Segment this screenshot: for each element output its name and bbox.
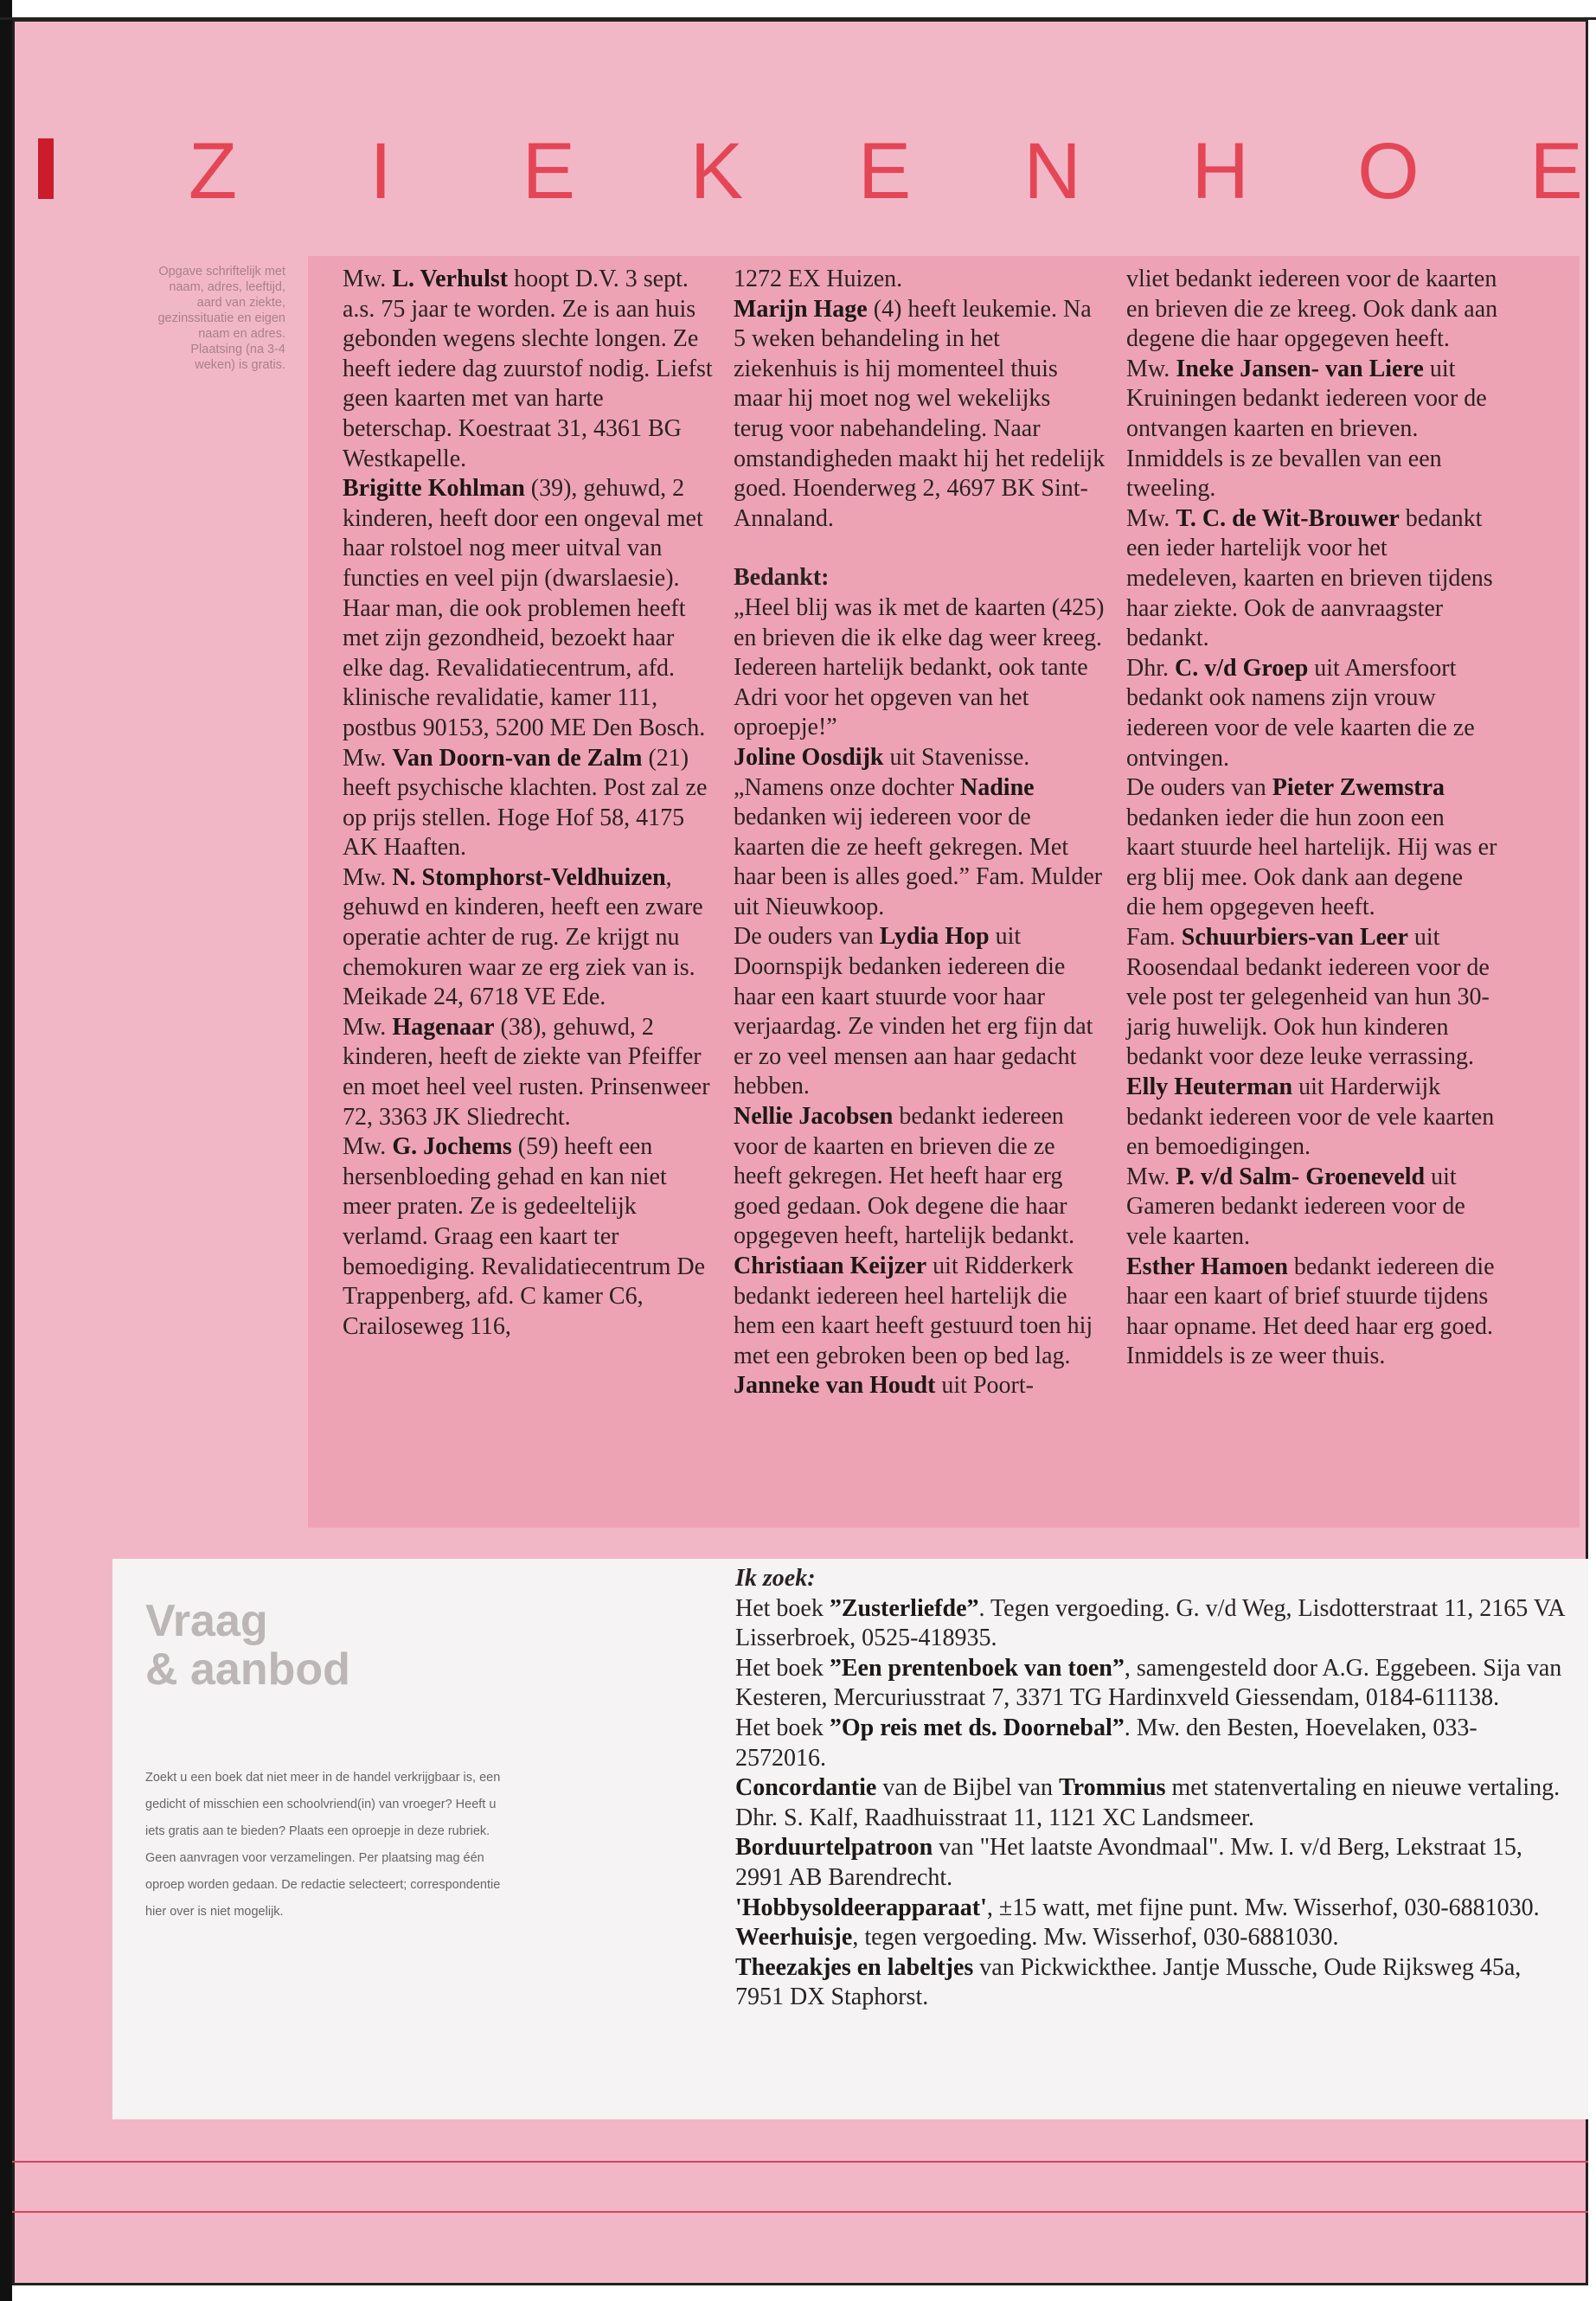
section-header <box>173 128 1596 215</box>
notices-column-3 <box>1126 265 1498 1372</box>
entry-name: ”Zusterliefde” <box>829 1594 979 1622</box>
entry-text: vliet bedankt iedereen voor de kaarten en brieven die ze kreeg. Ook dank aan degene die haar opgegeven heeft. <box>1126 266 1498 353</box>
entry-text: (4) heeft leukemie. Na 5 weken behandeling in het ziekenhuis is hij momenteel thuis maar hij moet nog wel wekelijks terug voor nabehandeling. Naar omstandigheden maakt hij het redelijk goed. Hoenderweg 2, 4697 BK Sint-Annaland. <box>734 295 1106 532</box>
ik-zoek-item <box>735 1923 1566 1953</box>
entry-text: De ouders van <box>734 923 880 951</box>
entry-text: Mw. <box>1126 1163 1176 1190</box>
notice-entry <box>343 744 715 863</box>
vraag-title-line: Vraag <box>145 1596 268 1646</box>
notice-entry <box>734 295 1106 535</box>
entry-name: Janneke van Houdt <box>734 1372 936 1400</box>
entry-text: met statenvertaling en nieuwe vertaling. Dhr. S. Kalf, Raadhuisstraat 11, 1121 XC Landsmeer. <box>735 1774 1561 1831</box>
entry-name: Hagenaar <box>392 1013 495 1041</box>
entry-text: Het boek <box>735 1594 830 1622</box>
entry-name: Brigitte Kohlman <box>343 475 525 503</box>
entry-text: Mw. <box>343 1013 393 1041</box>
entry-text: uit Gameren bedankt iedereen voor de vele kaarten. <box>1126 1163 1465 1250</box>
entry-text: uit Harderwijk bedankt iedereen voor de vele kaarten en bemoedigingen. <box>1126 1074 1495 1161</box>
entry-text: Dhr. <box>1126 654 1175 682</box>
entry-text: uit Roosendaal bedankt iedereen voor de vele post ter gelegenheid van hun 30-jarig huwelijk. Ook hun kinderen bedankt voor deze leuke verrassing. <box>1126 924 1490 1071</box>
entry-name: Borduurtelpatroon <box>735 1834 933 1862</box>
entry-text: van Pickwickthee. Jantje Mussche, Oude Rijksweg 45a, 7951 DX Staphorst. <box>735 1953 1522 2011</box>
entry-name: Ineke Jansen- van Liere <box>1176 355 1424 382</box>
entry-text: uit Poort- <box>935 1372 1034 1400</box>
entry-text: hoopt D.V. 3 sept. a.s. 75 jaar te worden. Ze is aan huis gebonden wegens slechte longen. Ze heeft iedere dag zuurstof nodig. Liefst geen kaarten met van harte beterschap. Koestraat 31, 4361 BG Westkapelle. <box>343 266 713 472</box>
thanks-entry <box>734 1102 1106 1252</box>
entry-name: Lydia Hop <box>879 923 990 951</box>
entry-text: Fam. <box>1126 924 1182 952</box>
notice-entry <box>343 863 715 1013</box>
ik-zoek-item <box>735 1714 1566 1773</box>
vraag-aanbod-description: Zoekt u een boek dat niet meer in de handel verkrijgbaar is, een gedicht of misschien een schoolvriend(in) van vroeger? Heeft u iets gratis aan te bieden? Plaats een oproepje in deze rubriek. Geen aanvragen voor verzamelingen. Per plaatsing mag één oproep worden gedaan. De redactie selecteert; correspondentie hier over is niet mogelijk. <box>145 1771 501 1919</box>
thanks-entry <box>1126 265 1498 355</box>
ik-zoek-heading: Ik zoek: <box>735 1565 816 1592</box>
bottom-rule <box>12 2211 1588 2213</box>
header-letter: Z <box>188 128 238 215</box>
entry-name: G. Jochems <box>392 1133 512 1161</box>
thanks-entry <box>734 593 1106 743</box>
entry-text: , tegen vergoeding. Mw. Wisserhof, 030-6881030. <box>852 1924 1339 1952</box>
entry-text: Het boek <box>735 1714 830 1741</box>
ik-zoek-item <box>735 1594 1566 1654</box>
ik-zoek-list <box>735 1594 1566 2013</box>
ik-zoek-item <box>735 1654 1566 1714</box>
thanks-entry <box>734 1252 1106 1371</box>
header-letter: O <box>1357 128 1420 215</box>
entry-text: Mw. <box>1126 504 1176 532</box>
ik-zoek-item <box>735 1833 1566 1893</box>
section-marker <box>38 138 54 199</box>
ik-zoek-section <box>735 1564 1566 2013</box>
entry-name: ”Op reis met ds. Doornebal” <box>829 1714 1125 1741</box>
entry-name: Marijn Hage <box>734 295 868 323</box>
entry-text: Mw. <box>343 744 393 772</box>
entry-text: uit Ridderkerk bedankt iedereen heel hartelijk die hem een kaart heeft gestuurd toen hij met een gebroken been op bed lag. <box>734 1253 1093 1369</box>
entry-text: bedankt iedereen die haar een kaart of brief stuurde tijdens haar opname. Het deed haar erg goed. Inmiddels is ze weer thuis. <box>1126 1253 1495 1370</box>
entry-name: 'Hobbysoldeerapparaat' <box>735 1894 987 1921</box>
header-letter: K <box>689 128 744 215</box>
thanks-entry <box>734 773 1106 923</box>
entry-text: bedanken wij iedereen voor de kaarten die ze heeft gekregen. Met haar been is alles goed.” Fam. Mulder uit Nieuwkoop. <box>734 804 1103 920</box>
thanks-entry <box>1126 923 1498 1073</box>
entry-text: bedanken ieder die hun zoon een kaart stuurde heel hartelijk. Hij was er erg blij mee. Ook dank aan degene die hem opgegeven heeft. <box>1126 804 1497 921</box>
entry-text: , ±15 watt, met fijne punt. Mw. Wisserhof, 030-6881030. <box>986 1894 1540 1921</box>
submission-note: Opgave schriftelijk met naam, adres, leeftijd, aard van ziekte, gezinssituatie en eigen naam en adres. Plaatsing (na 3-4 weken) is gratis. <box>157 265 285 372</box>
thanks-entry <box>734 743 1106 773</box>
entry-name: Pieter Zwemstra <box>1272 774 1445 802</box>
entry-name: N. Stomphorst-Veldhuizen <box>392 863 666 891</box>
notice-entry <box>343 265 715 474</box>
thanks-entry <box>1126 1163 1498 1253</box>
notice-entry <box>343 474 715 743</box>
header-letter: N <box>1023 128 1081 215</box>
entry-text: van "Het laatste Avondmaal". Mw. I. v/d Berg, Lekstraat 15, 2991 AB Barendrecht. <box>735 1834 1522 1891</box>
entry-name: Joline Oosdijk <box>734 743 884 771</box>
entry-name: P. v/d Salm- Groeneveld <box>1176 1163 1426 1190</box>
header-letter: H <box>1191 128 1249 215</box>
entry-name: Nellie Jacobsen <box>734 1103 894 1131</box>
entry-text: . Tegen vergoeding. G. v/d Weg, Lisdotterstraat 11, 2165 VA Lisserbroek, 0525-418935. <box>735 1594 1565 1652</box>
entry-text: (38), gehuwd, 2 kinderen, heeft de ziekte van Pfeiffer en moet heel veel rusten. Prinsenweer 72, 3363 JK Sliedrecht. <box>343 1013 710 1131</box>
entry-text: Mw. <box>343 863 393 891</box>
bottom-rule <box>12 2161 1588 2163</box>
entry-text: „Heel blij was ik met de kaarten (425) en brieven die ik elke dag weer kreeg. Iedereen hartelijk bedankt, ook tante Adri voor het opgeven van het oproepje!” <box>734 593 1105 741</box>
entry-name: C. v/d Groep <box>1175 654 1309 682</box>
entry-name: Theezakjes en labeltjes <box>735 1953 974 1981</box>
ik-zoek-item <box>735 1894 1566 1924</box>
header-letter: I <box>369 128 392 215</box>
entry-text: uit Doornspijk bedanken iedereen die haar een kaart stuurde voor haar verjaardag. Ze vinden het erg fijn dat er zo veel mensen aan haar gedacht hebben. <box>734 923 1093 1100</box>
entry-text: Het boek <box>735 1654 830 1682</box>
notice-entry <box>343 1132 715 1342</box>
entry-text: bedankt iedereen voor de kaarten en brieven die ze heeft gekregen. Het heeft haar erg goed gedaan. Ook degene die haar opgegeven heeft, hartelijk bedankt. <box>734 1103 1075 1250</box>
bedankt-heading: Bedankt: <box>734 564 830 592</box>
header-letter: E <box>522 128 575 215</box>
header-letter: E <box>857 128 912 215</box>
entry-text: van de Bijbel van <box>876 1774 1060 1802</box>
page-top-edge <box>0 17 1596 20</box>
entry-text: uit Amersfoort bedankt ook namens zijn vrouw iedereen voor de vele kaarten die ze ontvingen. <box>1126 654 1475 772</box>
entry-text: (39), gehuwd, 2 kinderen, heeft door een ongeval met haar rolstoel nog meer uitval van functies en veel pijn (dwarslaesie). Haar man, die ook problemen heeft met zijn gezondheid, bezoekt haar elke dag. Revalidatiecentrum, afd. klinische revalidatie, kamer 111, postbus 90153, 5200 ME Den Bosch. <box>343 475 706 741</box>
thanks-entry <box>734 1371 1106 1401</box>
entry-name: Christiaan Keijzer <box>734 1253 927 1279</box>
entry-text: Mw. <box>1126 355 1176 382</box>
entry-text: Mw. <box>343 1133 393 1161</box>
entry-text: 1272 EX Huizen. <box>734 266 903 292</box>
ik-zoek-item <box>735 1953 1566 2013</box>
thanks-entry <box>1126 355 1498 504</box>
entry-text: (21) heeft psychische klachten. Post zal ze op prijs stellen. Hoge Hof 58, 4175 AK Haaften. <box>343 744 708 862</box>
entry-name: Elly Heuterman <box>1126 1074 1293 1101</box>
entry-name: Weerhuisje <box>735 1924 853 1952</box>
entry-name: ”Een prentenboek van toen” <box>829 1654 1125 1682</box>
header-letter: E <box>1529 128 1583 215</box>
entry-text: , gehuwd en kinderen, heeft een zware operatie achter de rug. Ze krijgt nu chemokuren waar ze erg ziek van is. Meikade 24, 6718 VE Ede. <box>343 863 703 1011</box>
entry-name: Nadine <box>960 773 1035 801</box>
thanks-entry <box>1126 1253 1498 1372</box>
entry-name: L. Verhulst <box>392 266 509 292</box>
entry-name: Schuurbiers-van Leer <box>1181 924 1408 952</box>
entry-name: T. C. de Wit-Brouwer <box>1176 504 1400 532</box>
entry-name: Trommius <box>1059 1774 1166 1802</box>
entry-name: Esther Hamoen <box>1126 1253 1288 1280</box>
entry-text: De ouders van <box>1126 774 1272 802</box>
page-edge-shadow <box>0 0 12 2301</box>
ik-zoek-item <box>735 1773 1566 1833</box>
thanks-entry <box>1126 1073 1498 1163</box>
notice-entry <box>343 1013 715 1132</box>
thanks-entry <box>1126 773 1498 923</box>
notices-column-1 <box>343 265 715 1342</box>
entry-name: Van Doorn-van de Zalm <box>392 744 643 772</box>
entry-text: . Mw. den Besten, Hoevelaken, 033-2572016. <box>735 1714 1477 1772</box>
notices-column-2 <box>734 265 1106 1401</box>
notice-entry <box>734 265 1106 295</box>
entry-text: Mw. <box>343 266 393 292</box>
entry-text: (59) heeft een hersenbloeding gehad en kan niet meer praten. Ze is gedeeltelijk verlamd. Graag een kaart ter bemoediging. Revalidatiecentrum De Trappenberg, afd. C kamer C6, Crailoseweg 116, <box>343 1133 706 1340</box>
vraag-aanbod-title <box>145 1597 350 1694</box>
entry-text: uit Kruiningen bedankt iedereen voor de ontvangen kaarten en brieven. Inmiddels is ze bevallen van een tweeling. <box>1126 355 1487 503</box>
vraag-title-line: & aanbod <box>145 1644 350 1695</box>
entry-text: „Namens onze dochter <box>734 773 960 801</box>
thanks-entry <box>734 922 1106 1102</box>
entry-name: Concordantie <box>735 1774 877 1802</box>
entry-text: , samengesteld door A.G. Eggebeen. Sija van Kesteren, Mercuriusstraat 7, 3371 TG Hardinxveld Giessendam, 0184-611138. <box>735 1654 1562 1712</box>
thanks-entry <box>1126 654 1498 773</box>
entry-text: uit Stavenisse. <box>883 743 1030 771</box>
entry-text: bedankt een ieder hartelijk voor het medeleven, kaarten en brieven tijdens haar ziekte. Ook de aanvraagster bedankt. <box>1126 504 1493 652</box>
thanks-entry <box>1126 504 1498 654</box>
